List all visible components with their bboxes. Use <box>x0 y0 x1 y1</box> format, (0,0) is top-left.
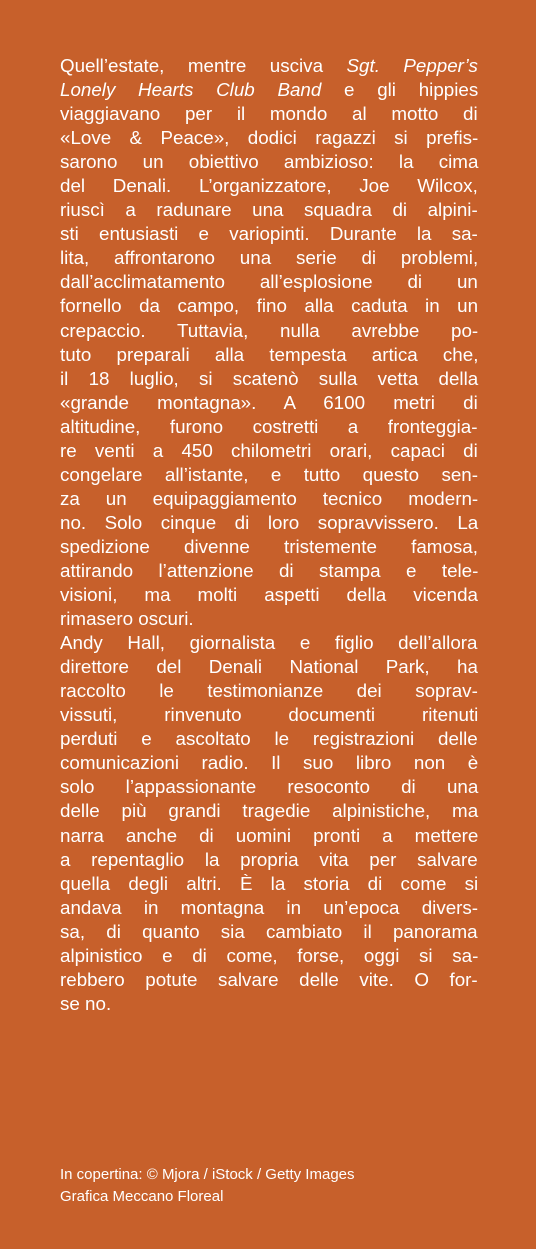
blurb-line: dall’acclimatamento all’esplosione di un <box>60 271 478 293</box>
cover-credits <box>60 1164 500 1208</box>
blurb-line: crepaccio. Tuttavia, nulla avrebbe po- <box>60 319 479 341</box>
blurb-line: narra anche di uomini pronti a mettere <box>60 824 479 846</box>
blurb-line: tuto preparali alla tempesta artica che, <box>60 343 479 365</box>
blurb-line: sti entusiasti e variopinti. Durante la sa- <box>60 223 478 245</box>
blurb-line: «Love & Peace», dodici ragazzi si prefis- <box>60 127 479 149</box>
blurb-line: lita, affrontarono una serie di problemi, <box>60 247 479 269</box>
blurb-line: comunicazioni radio. Il suo libro non è <box>60 752 479 774</box>
blurb-line: Andy Hall, giornalista e figlio dell’allora <box>60 632 478 654</box>
blurb-line: quella degli altri. È la storia di come si <box>60 872 479 894</box>
blurb-line: il 18 luglio, si scatenò sulla vetta della <box>60 367 479 389</box>
blurb-line: altitudine, furono costretti a fronteggia- <box>60 415 478 437</box>
blurb-line: «grande montagna». A 6100 metri di <box>60 391 478 413</box>
blurb-line: rimasero oscuri. <box>60 608 194 630</box>
blurb-line: visioni, ma molti aspetti della vicenda <box>60 584 478 606</box>
blurb-line: alpinistico e di come, forse, oggi si sa- <box>60 944 479 966</box>
blurb-line: raccolto le testimonianze dei soprav- <box>60 680 478 702</box>
blurb-line: attirando l’attenzione di stampa e tele- <box>60 559 479 581</box>
blurb-line: se no. <box>60 992 112 1014</box>
blurb-line: delle più grandi tragedie alpinistiche, ma <box>60 800 479 822</box>
blurb-line: del Denali. L’organizzatore, Joe Wilcox, <box>60 175 478 197</box>
blurb-line: sa, di quanto sia cambiato il panorama <box>60 920 478 942</box>
blurb-line: a repentaglio la propria vita per salvare <box>60 848 478 870</box>
cover-photo-credit: In copertina: © Mjora / iStock / Getty Images <box>60 1166 355 1183</box>
blurb-line: perduti e ascoltato le registrazioni delle <box>60 728 478 750</box>
blurb-line: fornello da campo, fino alla caduta in un <box>60 295 479 317</box>
blurb-line: Quell’estate, mentre usciva Sgt. Pepper’s <box>60 55 478 76</box>
blurb-line: congelare all’istante, e tutto questo sen- <box>60 463 479 485</box>
blurb-line: re venti a 450 chilometri orari, capaci di <box>60 439 478 461</box>
blurb-line: andava in montagna in un’epoca divers- <box>60 896 479 918</box>
blurb-line: viaggiavano per il mondo al motto di <box>60 103 478 125</box>
blurb-line: no. Solo cinque di loro sopravvissero. La <box>60 511 479 533</box>
design-credit: Grafica Meccano Floreal <box>60 1188 224 1205</box>
blurb-line: riuscì a radunare una squadra di alpini- <box>60 199 478 221</box>
paragraph-1 <box>60 54 478 631</box>
blurb-line: direttore del Denali National Park, ha <box>60 656 478 678</box>
blurb-line: za un equipaggiamento tecnico modern- <box>60 487 479 509</box>
blurb-line: sarono un obiettivo ambizioso: la cima <box>60 151 479 173</box>
blurb-line: vissuti, rinvenuto documenti ritenuti <box>60 704 479 726</box>
blurb-line: rebbero potute salvare delle vite. O for- <box>60 968 478 990</box>
paragraph-2 <box>60 631 478 1016</box>
blurb-line: spedizione divenne tristemente famosa, <box>60 535 478 557</box>
blurb-line: solo l’appassionante resoconto di una <box>60 776 479 798</box>
blurb-text <box>60 54 478 1016</box>
blurb-line: Lonely Hearts Club Band e gli hippies <box>60 79 479 101</box>
